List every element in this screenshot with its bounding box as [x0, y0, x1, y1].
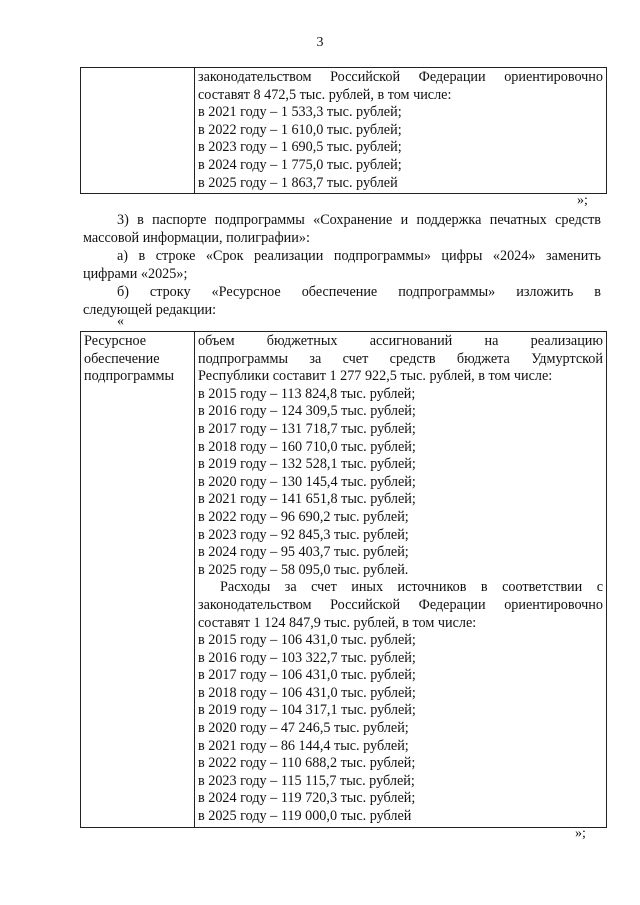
budget-year-line: в 2023 году – 92 845,3 тыс. рублей;: [198, 526, 409, 543]
amendment-paragraph-b: [83, 283, 601, 319]
table-value-cell: [195, 68, 607, 194]
other-year-line: в 2025 году – 119 000,0 тыс. рублей: [198, 808, 412, 825]
other-year-line: в 2024 году – 119 720,3 тыс. рублей;: [198, 790, 416, 807]
other-year-line: в 2019 году – 104 317,1 тыс. рублей;: [198, 702, 416, 719]
budget-year-line: в 2015 году – 113 824,8 тыс. рублей;: [198, 385, 416, 402]
resource-table-continuation: [80, 67, 607, 194]
table-text-line: в 2024 году – 1 775,0 тыс. рублей;: [198, 156, 402, 173]
other-year-line: в 2016 году – 103 322,7 тыс. рублей;: [198, 649, 416, 666]
budget-year-line: в 2019 году – 132 528,1 тыс. рублей;: [198, 456, 416, 473]
table-label-cell: [81, 68, 195, 194]
budget-year-line: в 2022 году – 96 690,2 тыс. рублей;: [198, 508, 409, 525]
paragraph-line: следующей редакции:: [83, 302, 217, 318]
table-text-line: объем бюджетных ассигнований на реализацию: [198, 333, 603, 349]
budget-year-line: в 2016 году – 124 309,5 тыс. рублей;: [198, 403, 416, 420]
resource-table: [80, 331, 607, 828]
table-text-line: в 2022 году – 1 610,0 тыс. рублей;: [198, 121, 402, 138]
budget-year-line: в 2025 году – 58 095,0 тыс. рублей.: [198, 561, 409, 578]
table-text-line: составят 8 472,5 тыс. рублей, в том числе:: [198, 86, 452, 103]
paragraph-line: 3) в паспорте подпрограммы «Сохранение и поддержка печатных средств: [117, 212, 601, 228]
table-text-line: законодательством Российской Федерации ориентировочно: [198, 69, 603, 85]
other-year-line: в 2018 году – 106 431,0 тыс. рублей;: [198, 684, 416, 701]
table-value-cell: [195, 332, 607, 828]
table-text-line: составят 1 124 847,9 тыс. рублей, в том числе:: [198, 614, 477, 631]
other-year-line: в 2017 году – 106 431,0 тыс. рублей;: [198, 667, 416, 684]
table-text-line: Республики составит 1 277 922,5 тыс. рублей, в том числе:: [198, 368, 553, 385]
table-text-line: в 2021 году – 1 533,3 тыс. рублей;: [198, 104, 402, 121]
amendment-paragraph-3: [83, 211, 601, 247]
row-label-line: подпрограммы: [84, 368, 174, 385]
budget-year-line: в 2017 году – 131 718,7 тыс. рублей;: [198, 420, 416, 437]
budget-year-line: в 2024 году – 95 403,7 тыс. рублей;: [198, 544, 409, 561]
table-text-line: подпрограммы за счет средств бюджета Удмуртской: [198, 350, 603, 367]
budget-year-line: в 2018 году – 160 710,0 тыс. рублей;: [198, 438, 416, 455]
paragraph-line: а) в строке «Срок реализации подпрограммы» цифры «2024» заменить: [117, 248, 601, 264]
row-label-line: Ресурсное: [84, 333, 147, 349]
amendment-paragraph-a: [83, 247, 601, 283]
closing-quote: »;: [577, 193, 588, 208]
other-year-line: в 2020 году – 47 246,5 тыс. рублей;: [198, 720, 409, 737]
closing-quote: »;: [575, 826, 586, 841]
opening-quote: «: [117, 314, 124, 329]
table-text-line: в 2023 году – 1 690,5 тыс. рублей;: [198, 139, 402, 156]
other-year-line: в 2023 году – 115 115,7 тыс. рублей;: [198, 772, 415, 789]
row-label-line: обеспечение: [84, 350, 160, 367]
table-text-line: в 2025 году – 1 863,7 тыс. рублей: [198, 174, 398, 191]
table-text-line: Расходы за счет иных источников в соответствии с: [220, 579, 603, 596]
paragraph-line: цифрами «2025»;: [83, 266, 188, 282]
other-year-line: в 2021 году – 86 144,4 тыс. рублей;: [198, 737, 409, 754]
paragraph-line: массовой информации, полиграфии»:: [83, 230, 310, 246]
other-year-line: в 2022 году – 110 688,2 тыс. рублей;: [198, 755, 416, 772]
budget-year-line: в 2021 году – 141 651,8 тыс. рублей;: [198, 491, 416, 508]
table-text-line: законодательством Российской Федерации ориентировочно: [198, 596, 603, 613]
table-label-cell: [81, 332, 195, 828]
page-number: 3: [316, 35, 324, 50]
budget-year-line: в 2020 году – 130 145,4 тыс. рублей;: [198, 473, 416, 490]
paragraph-line: б) строку «Ресурсное обеспечение подпрограммы» изложить в: [117, 284, 601, 300]
other-year-line: в 2015 году – 106 431,0 тыс. рублей;: [198, 632, 416, 649]
